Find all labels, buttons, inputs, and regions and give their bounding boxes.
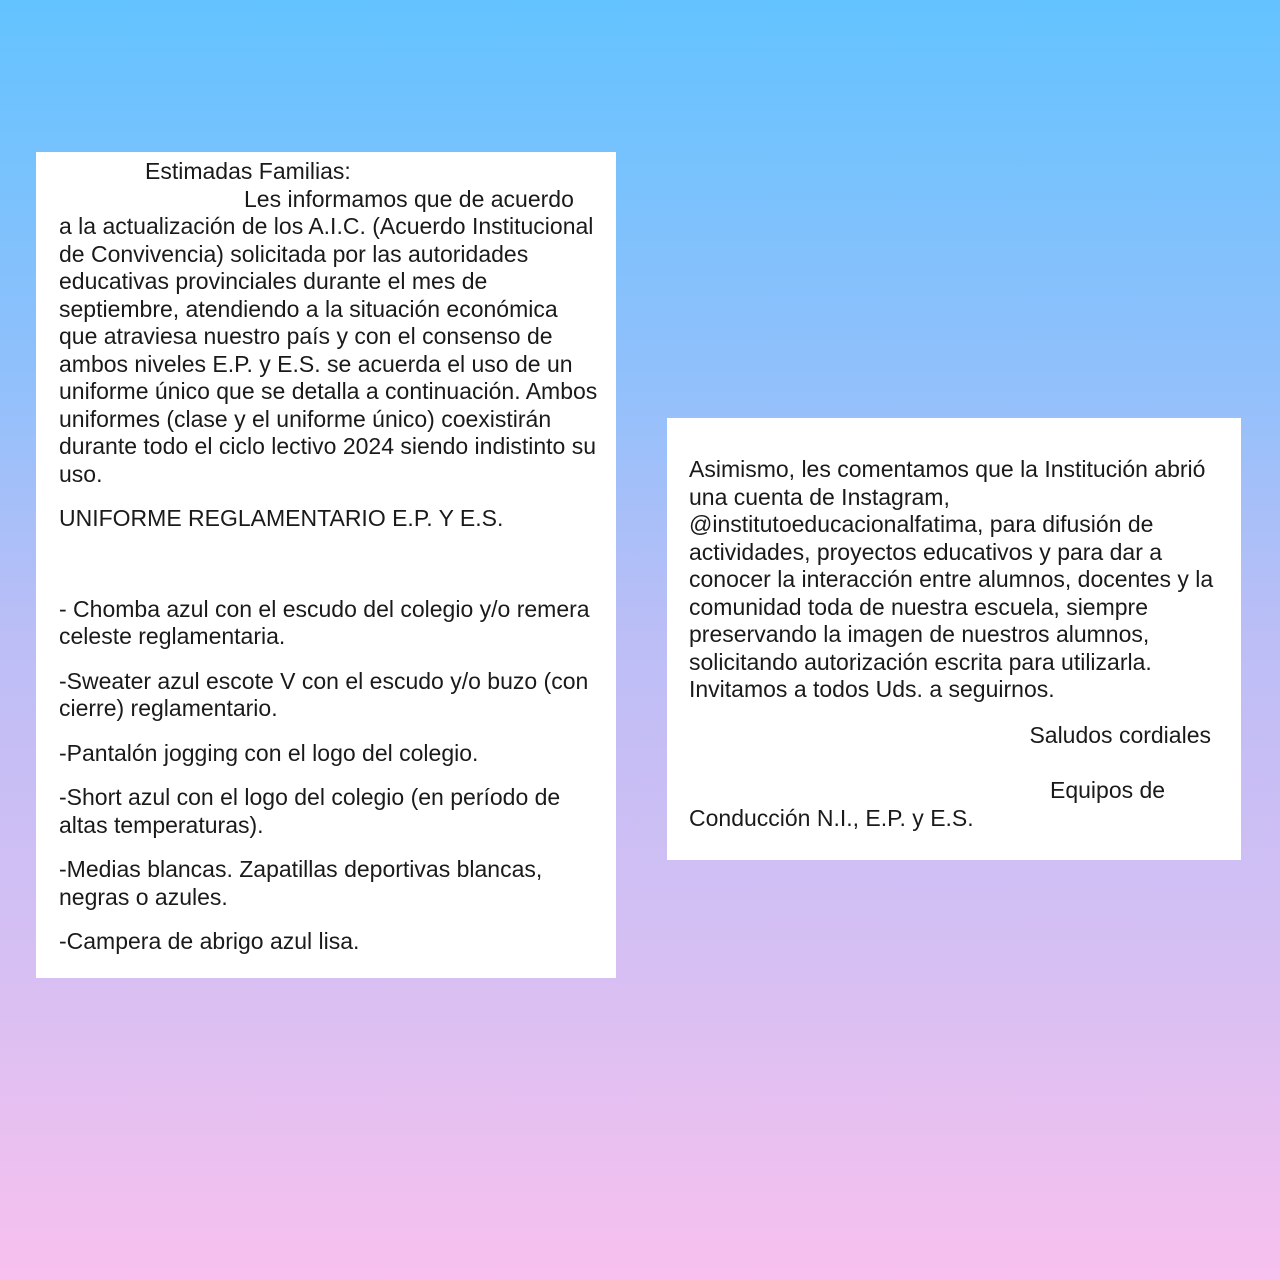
uniform-item: - Chomba azul con el escudo del colegio y/o remera celeste reglamentaria. [59, 595, 590, 649]
uniform-item: -Campera de abrigo azul lisa. [59, 928, 360, 954]
uniform-item: -Pantalón jogging con el logo del colegio. [59, 739, 479, 766]
intro-paragraph: a la actualización de los A.I.C. (Acuerdo Institucional de Convivencia) solicitada por las autoridades educativas provinciales durante el mes de septiembre, atendiendo a la situación económica que atraviesa nuestro país y con el consenso de ambos niveles E.P. y E.S. se acuerda el uso de un uniforme único que se detalla a continuación. Ambos uniformes (clase y el uniforme único) coexistirán durante todo el ciclo lectivo 2024 siendo indistinto su uso. [59, 213, 598, 487]
notice-card-left [36, 152, 616, 978]
uniform-item: -Sweater azul escote V con el escudo y/o buzo (con cierre) reglamentario. [59, 667, 589, 721]
closing-greeting: Saludos cordiales [1029, 721, 1211, 748]
signature-line-1: Equipos de [1050, 777, 1166, 803]
signature-line-2: Conducción N.I., E.P. y E.S. [689, 804, 974, 831]
uniform-title: UNIFORME REGLAMENTARIO E.P. Y E.S. [59, 505, 504, 531]
notice-card-right [667, 418, 1241, 860]
greeting: Estimadas Familias: [145, 158, 351, 184]
uniform-item: -Short azul con el logo del colegio (en período de altas temperaturas). [59, 784, 561, 838]
intro-first-line: Les informamos que de acuerdo [244, 185, 574, 212]
instagram-paragraph: Asimismo, les comentamos que la Institución abrió una cuenta de Instagram, @institutoeducacionalfatima, para difusión de actividades, proyectos educativos y para dar a conocer la interacción entre alumnos, docentes y la comunidad toda de nuestra escuela, siempre preservando la imagen de nuestros alumnos, solicitando autorización escrita para utilizarla. Invitamos a todos Uds. a seguirnos. [689, 456, 1214, 702]
uniform-item: -Medias blancas. Zapatillas deportivas blancas, negras o azules. [59, 856, 543, 910]
